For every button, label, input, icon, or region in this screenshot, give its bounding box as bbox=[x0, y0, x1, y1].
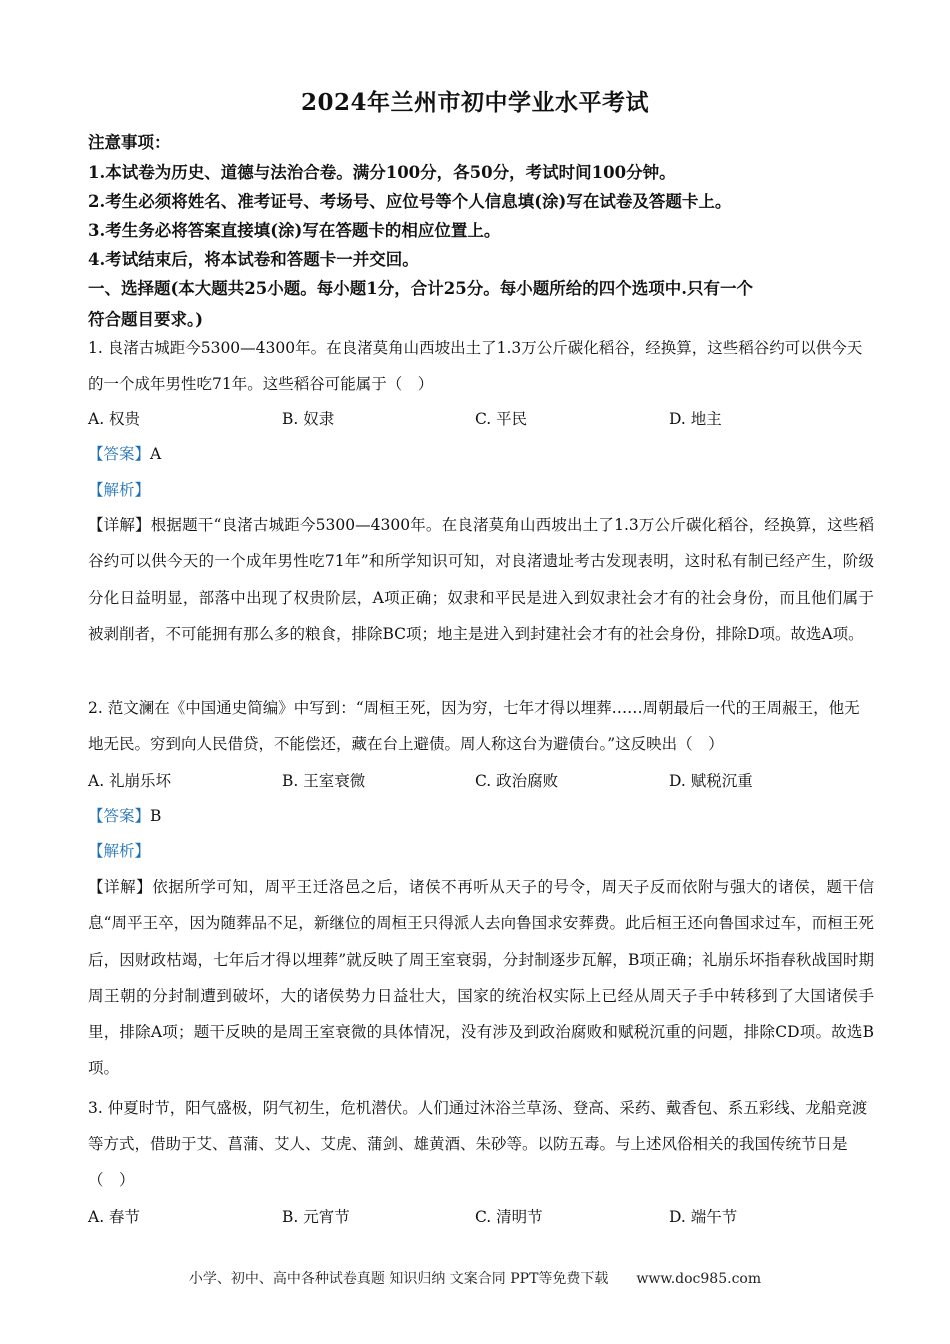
detail-tag: 【详解】 bbox=[88, 878, 153, 896]
question-3-option-d: D. 端午节 bbox=[669, 1208, 738, 1226]
question-2-analysis-label bbox=[88, 833, 874, 869]
answer-tag: 【答案】 bbox=[88, 445, 151, 463]
question-1-option-b: B. 奴隶 bbox=[282, 410, 335, 428]
question-3-option-b: B. 元宵节 bbox=[282, 1208, 350, 1226]
question-3-stem: 3. 仲夏时节，阳气盛极，阴气初生，危机潜伏。人们通过沐浴兰草汤、登高、采药、戴香包、系五彩线、龙船竞渡等方式，借助于艾、菖蒲、艾人、艾虎、蒲剑、雄黄酒、朱砂等。以防五毒。与上述风俗相关的我国传统节日是（ ） bbox=[88, 1099, 868, 1189]
answer-tag: 【答案】 bbox=[88, 807, 151, 825]
question-1-detail bbox=[88, 507, 874, 652]
analysis-tag: 【解析】 bbox=[88, 481, 151, 499]
question-1-option-c: C. 平民 bbox=[475, 410, 528, 428]
question-1-answer-value: A bbox=[150, 445, 162, 463]
section-heading-line-2: 符合题目要求。) bbox=[88, 310, 204, 329]
question-2-answer-value: B bbox=[150, 807, 162, 825]
question-2-option-b: B. 王室衰微 bbox=[282, 772, 366, 790]
page-footer bbox=[0, 1268, 950, 1288]
notice-item-3: 3.考生务必将答案直接填(涂)写在答题卡的相应位置上。 bbox=[88, 221, 501, 240]
footer-url-link[interactable]: www.doc985.com bbox=[636, 1271, 762, 1287]
question-1-detail-text: 根据题干“良渚古城距今5300—4300年。在良渚莫角山西坡出土了1.3万公斤碳化稻谷，经换算，这些稻谷约可以供今天的一个成年男性吃71年”和所学知识可知，对良渚遗址考古发现表明，这时私有制已经产生，阶级分化日益明显，部落中出现了权贵阶层，A项正确；奴隶和平民是进入到奴隶社会才有的社会身份，而且他们属于被剥削者，不可能拥有那么多的粮食，排除BC项；地主是进入到封建社会才有的社会身份，排除D项。故选A项。 bbox=[88, 516, 874, 643]
question-1-answer bbox=[88, 436, 874, 472]
question-2-options bbox=[88, 763, 874, 799]
question-3-option-a: A. 春节 bbox=[88, 1208, 141, 1226]
question-2-option-c: C. 政治腐败 bbox=[475, 772, 559, 790]
question-3-options bbox=[88, 1199, 874, 1235]
analysis-tag: 【解析】 bbox=[88, 842, 151, 860]
question-2-option-a: A. 礼崩乐坏 bbox=[88, 772, 172, 790]
question-1-option-d: D. 地主 bbox=[669, 410, 722, 428]
question-1-stem: 1. 良渚古城距今5300—4300年。在良渚莫角山西坡出土了1.3万公斤碳化稻谷，经换算，这些稻谷约可以供今天的一个成年男性吃71年。这些稻谷可能属于（ ） bbox=[88, 339, 863, 393]
section-heading-line-1: 一、选择题(本大题共25小题。每小题1分，合计25分。每小题所给的四个选项中.只有一个 bbox=[88, 279, 753, 298]
notice-item-1: 1.本试卷为历史、道德与法治合卷。满分100分，各50分，考试时间100分钟。 bbox=[88, 163, 676, 182]
exam-title: 2024年兰州市初中学业水平考试 bbox=[300, 89, 649, 116]
notice-heading: 注意事项： bbox=[88, 133, 171, 152]
question-2-detail-text: 依据所学可知，周平王迁洛邑之后，诸侯不再听从天子的号令，周天子反而依附与强大的诸侯，题干信息“周平王卒，因为随葬品不足，新继位的周桓王只得派人去向鲁国求安葬费。此后桓王还向鲁国求过车，而桓王死后，因财政枯竭，七年后才得以埋葬”就反映了周王室衰弱，分封制逐步瓦解，B项正确；礼崩乐坏指春秋战国时期周王朝的分封制遭到破坏，大的诸侯势力日益壮大，国家的统治权实际上已经从周天子手中转移到了大国诸侯手里，排除A项；题干反映的是周王室衰微的具体情况，没有涉及到政治腐败和赋税沉重的问题，排除CD项。故选B项。 bbox=[88, 878, 874, 1078]
question-3-option-c: C. 清明节 bbox=[475, 1208, 543, 1226]
question-1-analysis-label bbox=[88, 472, 874, 508]
detail-tag: 【详解】 bbox=[88, 516, 151, 534]
question-2-answer bbox=[88, 798, 874, 834]
notice-item-4: 4.考试结束后，将本试卷和答题卡一并交回。 bbox=[88, 250, 419, 269]
question-2-stem: 2. 范文澜在《中国通史简编》中写到：“周桓王死，因为穷，七年才得以埋葬……周朝最后一代的王周赧王，他无地无民。穷到向人民借贷，不能偿还，藏在台上避债。周人称这台为避债台。”这反映出（ ） bbox=[88, 699, 860, 753]
footer-text: 小学、初中、高中各种试卷真题 知识归纳 文案合同 PPT等免费下载 bbox=[188, 1271, 609, 1287]
question-1-option-a: A. 权贵 bbox=[88, 410, 141, 428]
question-2-detail bbox=[88, 869, 874, 1087]
question-2-option-d: D. 赋税沉重 bbox=[669, 772, 753, 790]
notice-item-2: 2.考生必须将姓名、准考证号、考场号、应位号等个人信息填(涂)写在试卷及答题卡上。 bbox=[88, 192, 732, 211]
question-1-options bbox=[88, 401, 874, 437]
